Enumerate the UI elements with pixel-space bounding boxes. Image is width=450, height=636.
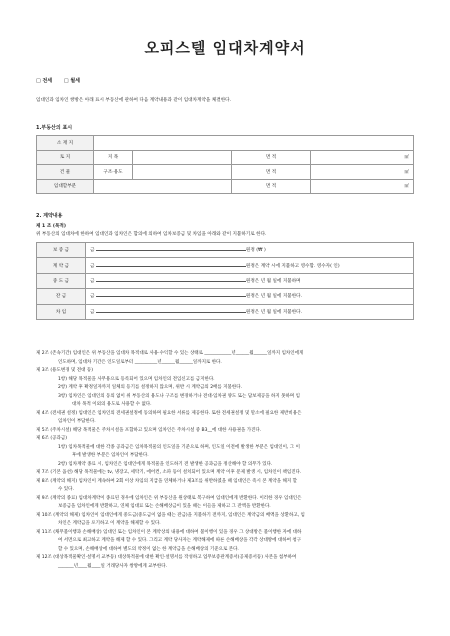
location-label: 소 재 지 [37,136,94,151]
article-10: 제 10조 (계약의 해제) 임차인이 임대인에게 중도금(중도금이 없을 때는 잔금)을 지불하기 전까지, 임대인은 계약금의 배액을 상환하고, 임 [36,512,305,518]
payment-value[interactable]: 금 원정 (₩ ) [86,243,414,258]
land-area-unit: ㎡ [311,150,414,165]
payment-row [37,243,414,258]
building-area-label: 면 적 [232,165,311,180]
option-jeonse[interactable]: □ 전세 [36,78,53,84]
article-1 [36,223,266,239]
article-12: 제 12조 (대상목적물확인·설명서 교부등) 대상목적물에 대한 확인·설명서를 작성하고 업무보증관계증서(공제증서등) 사본을 첨부하여 [36,555,297,560]
article-3-clause-3: 3항) 임차인은 임대인의 동의 없이 위 부동산의 용도나 구조를 변경하거나 전대·임차권 양도 또는 담보제공을 하지 못하며 임 [58,393,300,399]
land-label: 토 지 [37,150,94,165]
intro-text: 임대인과 임차인 쌍방은 아래 표시 부동산에 관하여 다음 계약내용과 같이 임대차계약을 체결한다. [36,98,232,103]
structure-label: 구조·용도 [94,165,133,180]
payment-label: 차 임 [37,304,86,319]
payment-value[interactable]: 금 원정은 계약 시에 지불하고 영수함. 영수자( 인) [86,258,414,273]
payment-value[interactable]: 금 원정은 년 월 일에 지불하며 [86,273,414,288]
article-3-clause-1: 1항) 해당 목적물을 사무용으로 등록되어 있으며 임차인의 전입신고를 금지한다. [58,376,215,382]
article-11-cont-2: 할 수 있으며, 손해배상에 대하여 별도의 약정이 없는 한 계약금을 손해배상의 기준으로 본다. [58,546,239,552]
article-3-clause-2: 2항) 계약 후 확정일자까지 일체의 등기를 설정하지 않으며, 위반 시 계약금의 2배를 지불한다. [58,385,242,390]
payment-row [37,304,414,319]
article-5: 제 5조 (주차시설) 해당 목적물은 주차시설을 포함하고 있으며 임차인은 주차시설 중 B3__에 대한 사용권을 가진다. [36,427,262,433]
article-7: 제 7조 (기본 옵션) 해당 목적물에는 tv, 냉장고, 세탁기, 에어컨, 소파 등이 설치되어 있으며 계약 이후 문제 발생 시, 임차인이 책임진다. [36,470,302,475]
article-6-clause-2: 2항) 임차계약 종료 시, 임차인은 임대인에게 목적물을 인도하기 전 발생한 공과금을 정산해야 할 의무가 있다. [58,461,273,467]
article-2-cont: 인도하며, 임대차 기간은 인도일로부터 __________년______월______일까지로 한다. [58,359,222,365]
document-title: 오피스텔 임대차계약서 [144,39,306,57]
article-9: 제 9조 (계약의 종료) 임대차계약이 종료된 경우에 임차인은 위 부동산을 원상태로 복구하여 임대인에게 반환한다. 이러한 경우 임대인은 [36,495,302,501]
contract-articles [36,350,416,571]
payment-row [37,273,414,288]
building-area-unit: ㎡ [311,165,414,180]
article-3-clause-3-cont: 대차 목적 이외의 용도로 사용할 수 없다. [72,402,152,407]
payment-value[interactable]: 금 원정은 년 월 일에 지불한다. [86,304,414,319]
building-label: 건 물 [37,165,94,180]
payment-label: 중 도 금 [37,273,86,288]
property-table [36,135,414,194]
leased-part-value[interactable] [94,179,232,194]
structure-value[interactable] [133,165,232,180]
section-1-title: 1.부동산의 표시 [36,125,73,131]
payment-row [37,258,414,273]
article-6: 제 6조 (공과금) [36,436,67,441]
land-kind-label: 지 목 [94,150,133,165]
article-3: 제 3조 (용도변경 및 전대 등) [36,368,93,373]
article-8: 제 8조 (계약의 해지) 임차인이 계속하여 2회 이상 차임의 지급을 연체하거나 제3조를 위반하였을 때 임대인은 즉시 본 계약을 해지 할 [36,478,297,484]
contract-type-options [36,77,90,84]
land-area-label: 면 적 [232,150,311,165]
article-10-cont: 차인은 계약금을 포기하고 이 계약을 해제할 수 있다. [58,521,161,526]
article-9-cont: 보증금을 임차인에게 반환하고, 연체 임대료 또는 손해배상금이 있을 때는 이들을 제하고 그 잔액을 반환한다. [58,504,271,509]
article-4-cont: 임차인이 부담한다. [58,419,96,424]
payment-label: 잔 금 [37,289,86,304]
section-2-title: 2. 계약내용 [36,213,63,219]
leased-area-label: 면 적 [232,179,311,194]
article-2: 제 2조 (존속기간) 임대인은 위 부동산을 임대차 목적대로 사용·수익할 수 있는 상태로 ____________년______월______일까지 임차인에게 [36,351,304,356]
payment-row [37,289,414,304]
payment-label: 계 약 금 [37,258,86,273]
article-6-clause-1: 1항) 임차목적물에 대한 각종 공과금은 임차목적물의 인도일을 기준으로 하며, 인도일 이전에 발생한 부분은 임대인이, 그 이 [58,444,300,450]
option-wolse[interactable]: □ 월세 [63,78,81,84]
article-8-cont: 수 있다. [58,487,74,492]
article-1-text: 위 부동산의 임대차에 한하여 임대인과 임차인은 합의에 의하여 임차보증금 및 차임을 아래와 같이 지불하기로 한다. [36,232,267,237]
land-kind-value[interactable] [133,150,232,165]
article-12-cont: _______년____월____일 거래당사자 쌍방에게 교부한다. [58,563,168,569]
article-4: 제 4조 (전세권 설정) 임대인은 임차인의 전세권설정에 동의하며 필요한 서류를 제공한다. 또한 전세권설정 및 말소에 필요한 제반비용은 [36,410,302,416]
payment-table [36,242,414,320]
article-11-cont: 여 서면으로 최고하고 계약을 해제 할 수 있다. 그리고 계약 당사자는 계약해제에 따른 손해배상을 각각 상대방에 대하여 청구 [58,538,302,543]
article-11: 제 11조 (채무불이행과 손해배상) 임대인 또는 임차인이 본 계약상의 내용에 대하여 불이행이 있을 경우 그 상대방은 불이행한 자에 대하 [36,529,302,535]
article-1-heading: 제 1 조 (목적) [36,224,66,229]
payment-label: 보 증 금 [37,243,86,258]
location-value[interactable] [94,136,414,151]
leased-area-unit: ㎡ [311,179,414,194]
payment-value[interactable]: 금 원정은 년 월 일에 지불한다. [86,289,414,304]
article-6-clause-1-cont: 후에 발생한 부분은 임차인이 부담한다. [72,453,149,458]
leased-part-label: 임대할부분 [37,179,94,194]
